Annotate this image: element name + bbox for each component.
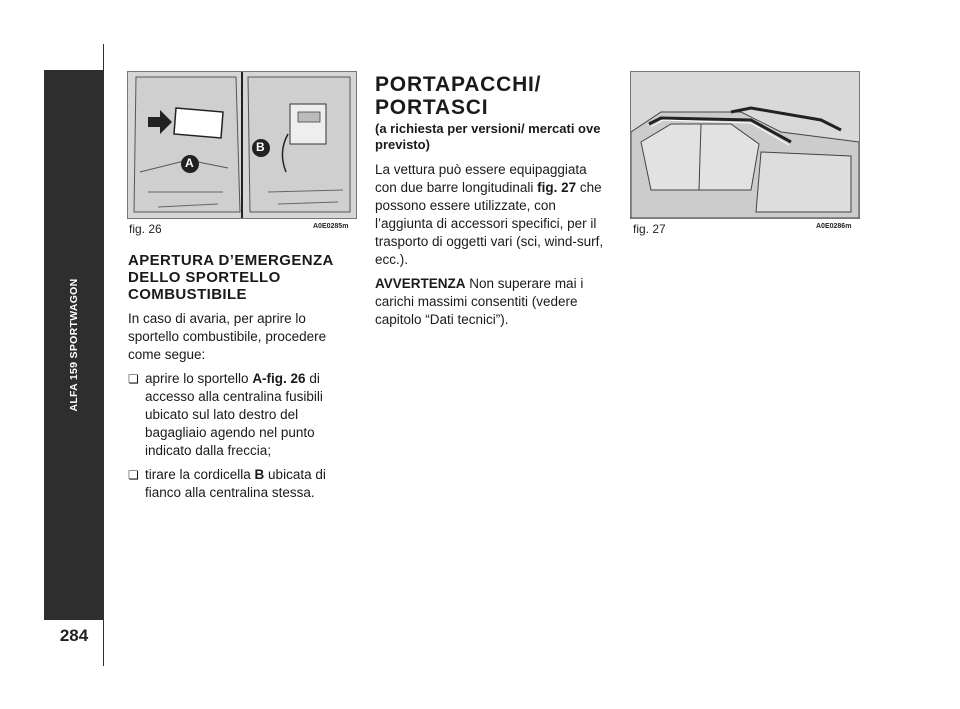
warning-text: Non superare mai i carichi massimi consentiti (vedere capitolo “Dati tecnici”).	[375, 276, 584, 327]
checkbox-bullet-icon: ❏	[128, 468, 139, 482]
figure-26-code: A0E0285m	[313, 223, 349, 230]
bullet-2-suffix: ubicata di fianco alla centralina stessa.	[145, 467, 326, 500]
right-column	[375, 73, 607, 329]
sidebar-title: ALFA 159 SPORTWAGON	[68, 278, 80, 412]
section-heading	[128, 252, 356, 303]
heading-line-3: COMBUSTIBILE	[128, 286, 247, 303]
figure-27-code: A0E0286m	[816, 223, 852, 230]
figure-26-image	[127, 71, 357, 219]
page-number: 284	[59, 626, 89, 645]
top-edge-line	[103, 44, 104, 72]
warning-paragraph	[375, 275, 607, 329]
figure-27-drawing	[631, 72, 859, 218]
heading-line-2: DELLO SPORTELLO	[128, 269, 281, 286]
bullet-1-reference: A-fig. 26	[252, 371, 306, 386]
intro-paragraph: In caso di avaria, per aprire lo sportello combustibile, procedere come segue:	[128, 311, 327, 362]
callout-b-label: B	[256, 140, 265, 154]
body-reference: fig. 27	[537, 180, 577, 195]
bullet-item-1	[128, 370, 356, 460]
body-suffix: che possono essere utilizzate, con l’aggiunta di accessori specifici, per il trasporto di oggetti vari (sci, wind-surf, ecc.).	[375, 180, 604, 267]
bottom-edge-line	[103, 618, 104, 666]
figure-27-caption: fig. 27	[633, 222, 666, 236]
figure-26-drawing	[128, 72, 356, 218]
title-line-1: PORTAPACCHI/	[375, 73, 542, 96]
body-prefix: La vettura può essere equipaggiata con due barre longitudinali	[375, 162, 587, 195]
title-line-2: PORTASCI	[375, 96, 489, 119]
section-subtitle: (a richiesta per versioni/ mercati ove previsto)	[375, 121, 601, 152]
warning-label: AVVERTENZA	[375, 276, 466, 291]
figure-26-caption: fig. 26	[129, 222, 162, 236]
checkbox-bullet-icon: ❏	[128, 372, 139, 386]
bullet-1-suffix: di accesso alla centralina fusibili ubicato sul lato destro del bagagliaio agendo nel punto indicato dalla freccia;	[145, 371, 323, 458]
left-column	[128, 252, 356, 502]
heading-line-1: APERTURA D’EMERGENZA	[128, 252, 334, 269]
bullet-2-prefix: tirare la cordicella	[145, 467, 255, 482]
bullet-2-text	[145, 466, 356, 502]
bullet-1-text	[145, 370, 356, 460]
bullet-item-2	[128, 466, 356, 502]
figure-27-image	[630, 71, 860, 219]
body-paragraph	[375, 161, 607, 269]
section-title	[375, 73, 607, 119]
bullet-2-reference: B	[254, 467, 265, 482]
callout-a-label: A	[185, 156, 194, 170]
bullet-1-prefix: aprire lo sportello	[145, 371, 253, 386]
